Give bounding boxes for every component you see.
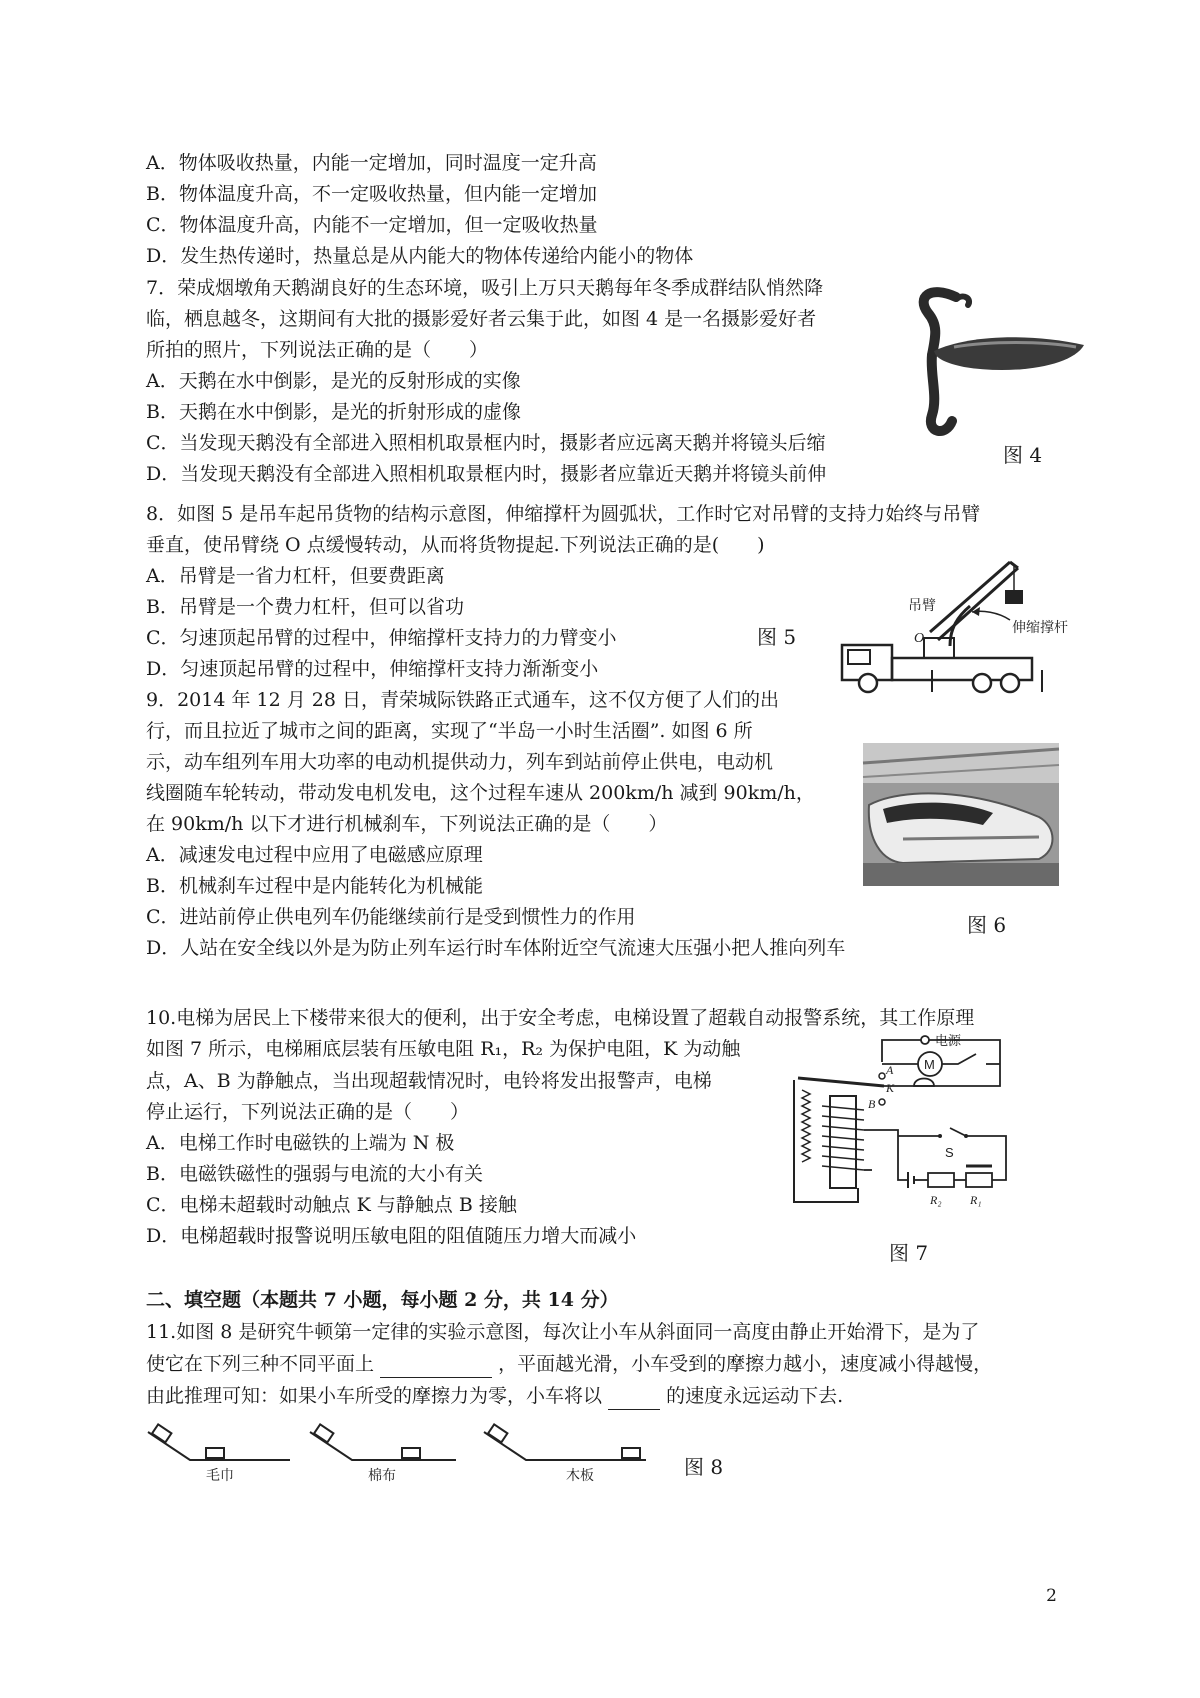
- figure-7-label: 图 7: [889, 1241, 929, 1265]
- q11-line-2-rest: ，平面越光滑，小车受到的摩擦力越小，速度减小得越慢，: [492, 1353, 993, 1375]
- pivot-o-label: O: [914, 631, 925, 646]
- q10-option-b: B．电磁铁磁性的强弱与电流的大小有关: [146, 1163, 483, 1185]
- q9-option-b: B．机械刹车过程中是内能转化为机械能: [146, 875, 483, 897]
- q6-option-c: C．物体温度升高，内能不一定增加，但一定吸收热量: [146, 214, 598, 236]
- q10-option-c: C．电梯未超载时动触点 K 与静触点 B 接触: [146, 1194, 517, 1216]
- q8-stem-line: 8．如图 5 是吊车起吊货物的结构示意图，伸缩撑杆为圆弧状，工作时它对吊臂的支持力始终与吊臂: [146, 503, 981, 525]
- q10-stem-line: 点，A、B 为静触点，当出现超载情况时，电铃将发出报警声，电梯: [146, 1070, 712, 1092]
- q11-line-3-rest: 的速度永远运动下去.: [660, 1385, 844, 1407]
- r1-label: R₁: [970, 1193, 982, 1207]
- fill-blank-1[interactable]: [380, 1351, 492, 1378]
- figure-8-label: 图 8: [684, 1455, 724, 1479]
- q7-stem-line: 临，栖息越冬，这期间有大批的摄影爱好者云集于此，如图 4 是一名摄影爱好者: [146, 308, 817, 330]
- q11-line-2-text: 使它在下列三种不同平面上: [146, 1353, 381, 1375]
- surface-cotton-label: 棉布: [368, 1467, 396, 1483]
- ramp-experiment-diagram: [146, 1418, 666, 1488]
- ramp-wood: [484, 1424, 646, 1483]
- q10-stem-line: 10.电梯为居民上下楼带来很大的便利，出于安全考虑，电梯设置了超载自动报警系统，其工作原理: [146, 1007, 975, 1029]
- contact-k-label: K: [886, 1081, 895, 1095]
- q8-stem-line: 垂直，使吊臂绕 O 点缓慢转动，从而将货物提起.下列说法正确的是( ): [146, 534, 765, 556]
- q7-option-a: A．天鹅在水中倒影，是光的反射形成的实像: [146, 370, 521, 392]
- q9-stem-line: 示，动车组列车用大功率的电动机提供动力，列车到站前停止供电，电动机: [146, 751, 774, 773]
- q11-line-3-text: 由此推理可知：如果小车所受的摩擦力为零，小车将以: [146, 1385, 609, 1407]
- alarm-circuit-diagram: [790, 1030, 1022, 1210]
- q9-option-d: D．人站在安全线以外是为防止列车运行时车体附近空气流速大压强小把人推向列车: [146, 937, 846, 959]
- motor-label: M: [924, 1057, 935, 1072]
- surface-towel-label: 毛巾: [206, 1467, 234, 1483]
- contact-b-label: B: [868, 1097, 876, 1111]
- q7-option-d: D．当发现天鹅没有全部进入照相机取景框内时，摄影者应靠近天鹅并将镜头前伸: [146, 463, 827, 485]
- q9-stem-line: 行，而且拉近了城市之间的距离，实现了“半岛一小时生活圈”. 如图 6 所: [146, 720, 753, 742]
- q9-stem-line: 9．2014 年 12 月 28 日，青荣城际铁路正式通车，这不仅方便了人们的出: [146, 689, 779, 711]
- q7-stem-line: 7．荣成烟墩角天鹅湖良好的生态环境，吸引上万只天鹅每年冬季成群结队悄然降: [146, 277, 824, 299]
- q10-option-d: D．电梯超载时报警说明压敏电阻的阻值随压力增大而减小: [146, 1225, 637, 1247]
- power-source-label: 电源: [935, 1033, 962, 1048]
- train-photo: [863, 743, 1059, 886]
- q6-option-a: A．物体吸收热量，内能一定增加，同时温度一定升高: [146, 152, 597, 174]
- section-2-heading: 二、填空题（本题共 7 小题，每小题 2 分，共 14 分）: [146, 1289, 619, 1311]
- page-number: 2: [1046, 1586, 1057, 1606]
- r2-label: R₂: [930, 1193, 942, 1207]
- crane-arm-label: 吊臂: [908, 597, 936, 613]
- surface-wood-label: 木板: [566, 1467, 594, 1483]
- q8-option-c: C．匀速顶起吊臂的过程中，伸缩撑杆支持力的力臂变小: [146, 627, 617, 649]
- q7-option-c: C．当发现天鹅没有全部进入照相机取景框内时，摄影者应远离天鹅并将镜头后缩: [146, 432, 826, 454]
- figure-6-label: 图 6: [967, 913, 1007, 937]
- fill-blank-2[interactable]: [608, 1383, 660, 1410]
- q9-option-c: C．进站前停止供电列车仍能继续前行是受到惯性力的作用: [146, 906, 636, 928]
- q10-stem-line: 停止运行，下列说法正确的是（ ）: [146, 1101, 470, 1123]
- figure-4-label: 图 4: [1003, 443, 1043, 467]
- figure-5-label: 图 5: [757, 625, 797, 649]
- q9-stem-line: 线圈随车轮转动，带动发电机发电，这个过程车速从 200km/h 减到 90km/h，: [146, 782, 815, 804]
- swan-photo: [912, 275, 1092, 450]
- q11-line-1: 11.如图 8 是研究牛顿第一定律的实验示意图，每次让小车从斜面同一高度由静止开始滑下，是为了: [146, 1321, 980, 1343]
- q6-option-b: B．物体温度升高，不一定吸收热量，但内能一定增加: [146, 183, 597, 205]
- ramp-cotton: [310, 1424, 456, 1483]
- q6-option-d: D．发生热传递时，热量总是从内能大的物体传递给内能小的物体: [146, 245, 694, 267]
- q8-option-a: A．吊臂是一省力杠杆，但要费距离: [146, 565, 445, 587]
- switch-s-label: S: [945, 1145, 954, 1160]
- ramp-towel: [148, 1424, 290, 1483]
- q10-stem-line: 如图 7 所示，电梯厢底层装有压敏电阻 R₁，R₂ 为保护电阻，K 为动触: [146, 1038, 741, 1060]
- strut-label: 伸缩撑杆: [1012, 619, 1068, 635]
- q9-stem-line: 在 90km/h 以下才进行机械刹车，下列说法正确的是（ ）: [146, 813, 668, 835]
- q7-option-b: B．天鹅在水中倒影，是光的折射形成的虚像: [146, 401, 521, 423]
- q10-option-a: A．电梯工作时电磁铁的上端为 N 极: [146, 1132, 455, 1154]
- q8-option-b: B．吊臂是一个费力杠杆，但可以省功: [146, 596, 464, 618]
- q9-option-a: A．减速发电过程中应用了电磁感应原理: [146, 844, 483, 866]
- q11-line-3: [146, 1383, 843, 1410]
- contact-a-label: A: [886, 1063, 894, 1077]
- crane-diagram: [832, 540, 1072, 700]
- q8-option-d: D．匀速顶起吊臂的过程中，伸缩撑杆支持力渐渐变小: [146, 658, 599, 680]
- q7-stem-line: 所拍的照片，下列说法正确的是（ ）: [146, 339, 489, 361]
- q11-line-2: [146, 1351, 992, 1378]
